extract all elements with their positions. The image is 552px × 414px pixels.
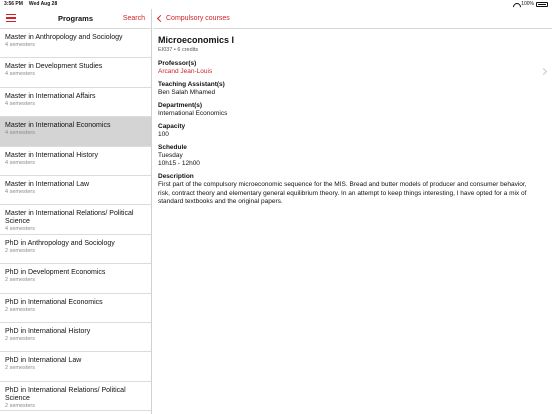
ta-value: Ben Salah Mhamed <box>158 88 216 96</box>
status-date: Wed Aug 28 <box>28 1 58 7</box>
schedule-time: 10h15 - 12h00 <box>158 160 200 167</box>
capacity-label: Capacity <box>158 122 186 130</box>
program-name: Master in Anthropology and Sociology <box>5 34 123 41</box>
program-list-item[interactable] <box>0 58 151 87</box>
program-name: PhD in International Relations/ Political Science <box>5 386 126 402</box>
schedule-label: Schedule <box>158 143 187 151</box>
course-title: Microeconomics I <box>158 35 235 45</box>
program-semesters: 4 semesters <box>5 188 35 195</box>
status-time: 3:56 PM <box>4 1 23 7</box>
program-list-item[interactable] <box>0 117 151 146</box>
program-name: PhD in Anthropology and Sociology <box>5 239 115 247</box>
ta-label: Teaching Assistant(s) <box>158 80 225 88</box>
program-semesters: 4 semesters <box>5 42 35 48</box>
program-semesters: 2 semesters <box>5 335 35 342</box>
battery-icon <box>536 2 548 7</box>
program-semesters: 2 semesters <box>5 277 35 284</box>
detail-body <box>153 29 552 212</box>
program-list-item[interactable] <box>0 264 151 293</box>
back-button[interactable] <box>156 9 230 28</box>
professor-label: Professor(s) <box>158 59 197 67</box>
program-name: Master in International Relations/ Political Science <box>5 210 134 226</box>
program-semesters: 2 semesters <box>5 247 35 254</box>
wifi-icon <box>513 3 519 8</box>
program-name: PhD in Development Economics <box>5 269 106 277</box>
program-list-item[interactable] <box>0 294 151 323</box>
sidebar-title: Programs <box>57 14 93 23</box>
program-name: Master in Development Studies <box>5 63 103 71</box>
program-list-item[interactable] <box>0 323 151 352</box>
capacity-value: 100 <box>158 130 169 138</box>
status-left <box>4 0 63 9</box>
program-list-item[interactable] <box>0 29 151 58</box>
search-button[interactable]: Search <box>122 15 145 22</box>
department-value: International Economics <box>158 109 228 117</box>
battery-percent: 100% <box>521 1 534 7</box>
program-list-item[interactable] <box>0 88 151 117</box>
detail-header <box>153 9 552 29</box>
program-name: Master in International Economics <box>5 122 111 130</box>
program-semesters: 4 semesters <box>5 226 35 233</box>
back-button-label: Compulsory courses <box>166 15 230 22</box>
program-list-item[interactable] <box>0 352 151 381</box>
status-bar <box>0 0 552 9</box>
program-name: PhD in International Law <box>5 357 82 365</box>
program-semesters: 2 semesters <box>5 306 35 313</box>
program-semesters: 2 semesters <box>5 402 35 409</box>
program-list-item[interactable] <box>0 176 151 205</box>
description-label: Description <box>158 173 194 180</box>
program-list <box>0 29 151 411</box>
professor-link[interactable]: Arcand Jean-Louis <box>158 67 213 75</box>
program-semesters: 2 semesters <box>5 365 35 372</box>
program-name: Master in International Affairs <box>5 92 96 100</box>
program-semesters: 4 semesters <box>5 71 35 78</box>
program-list-item[interactable] <box>0 382 151 411</box>
department-label: Department(s) <box>158 101 203 109</box>
chevron-left-icon <box>157 15 164 22</box>
program-name: PhD in International Economics <box>5 298 103 306</box>
description-text: First part of the compulsory microeconomic sequence for the MIS. Bread and butter models of producer and consumer behavior, risk, contract theory and elementary general equilibrium theory. In an attempt to keep things interesting, I have opted for a mix of standard textbooks and the original papers. <box>158 181 527 205</box>
course-detail <box>153 9 552 414</box>
program-name: Master in International History <box>5 151 98 159</box>
program-semesters: 4 semesters <box>5 130 35 137</box>
program-semesters: 4 semesters <box>5 159 35 166</box>
sidebar-header <box>0 9 151 29</box>
status-right <box>513 0 548 9</box>
schedule-day: Tuesday <box>158 151 183 159</box>
program-name: Master in International Law <box>5 180 90 188</box>
program-list-item[interactable] <box>0 235 151 264</box>
program-list-item[interactable] <box>0 205 151 234</box>
course-meta: EI037 • 6 credits <box>158 47 199 53</box>
program-name: PhD in International History <box>5 327 91 335</box>
program-semesters: 4 semesters <box>5 100 35 107</box>
program-list-item[interactable] <box>0 147 151 176</box>
programs-sidebar <box>0 9 152 414</box>
